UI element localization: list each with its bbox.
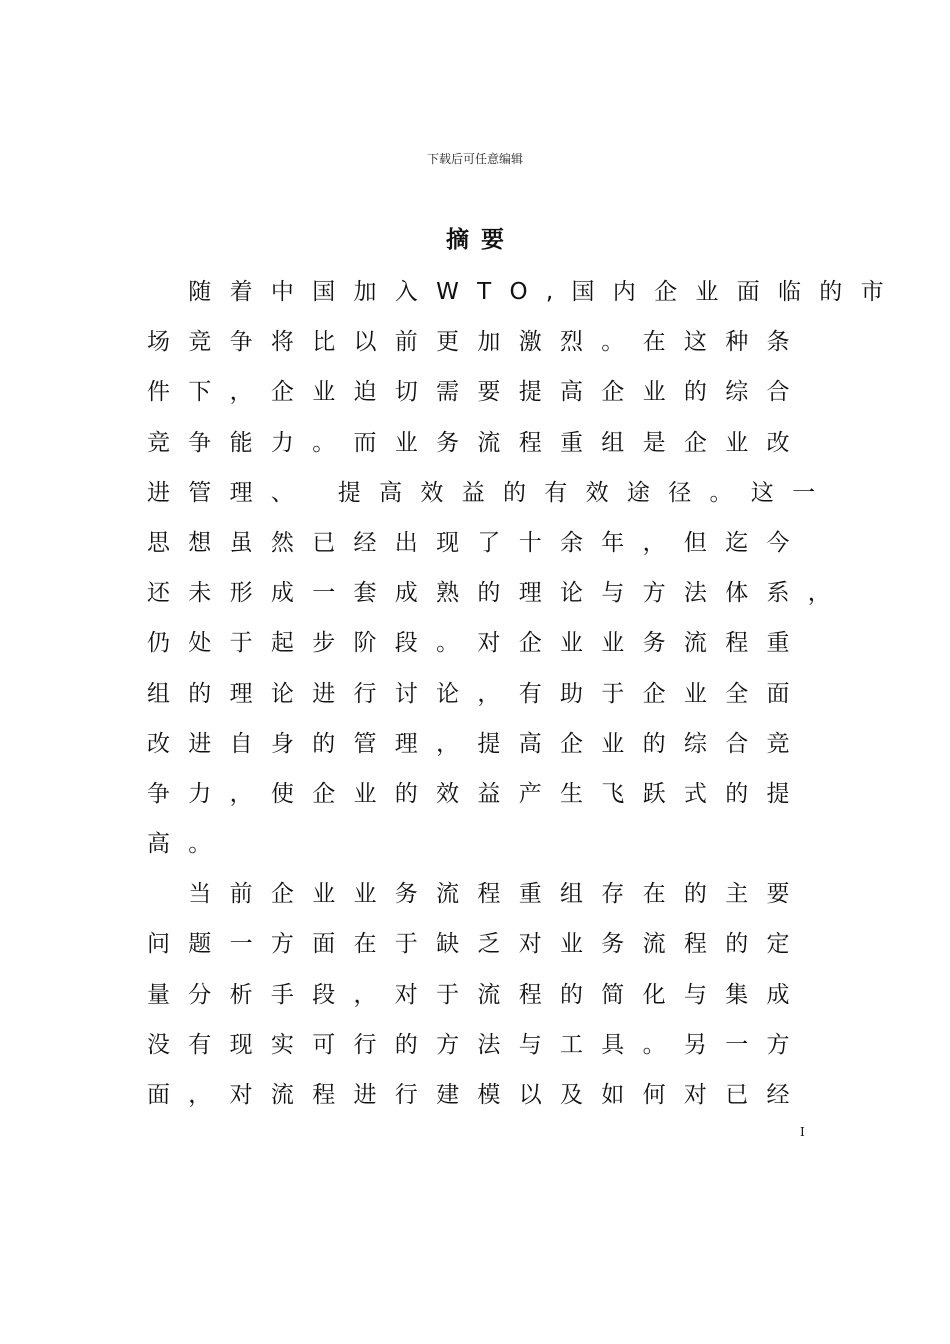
text-line: 高。 <box>147 831 230 858</box>
text-line: 问题一方面在于缺乏对业务流程的定 <box>147 931 808 958</box>
page-title: 摘要 <box>446 227 516 253</box>
text-line: 还未形成一套成熟的理论与方法体系， <box>147 580 850 607</box>
text-line: 随着中国加入WTO,国内企业面临的市 <box>147 279 902 305</box>
text-line: 面，对流程进行建模以及如何对已经 <box>147 1082 808 1108</box>
header-note: 下载后可任意编辑 <box>426 152 523 166</box>
text-line: 争力，使企业的效益产生飞跃式的提 <box>147 780 808 807</box>
text-line: 当前企业业务流程重组存在的主要 <box>147 881 808 908</box>
text-line: 改进自身的管理，提高企业的综合竞 <box>147 730 808 757</box>
text-line: 竞争能力。而业务流程重组是企业改 <box>147 429 808 456</box>
page-number: I <box>800 1125 805 1139</box>
text-line: 仍处于起步阶段。对企业业务流程重 <box>147 630 808 657</box>
text-line: 组的理论进行讨论，有助于企业全面 <box>147 680 808 707</box>
text-line: 进管理、 提高效益的有效途径。这一 <box>147 479 834 506</box>
text-line: 思想虽然已经出现了十余年，但迄今 <box>147 529 808 556</box>
text-line: 没有现实可行的方法与工具。另一方 <box>147 1031 808 1058</box>
abstract-body <box>147 267 902 1120</box>
text-line: 件下，企业迫切需要提高企业的综合 <box>147 379 808 406</box>
text-line: 量分析手段，对于流程的简化与集成 <box>147 981 808 1008</box>
text-line: 场竞争将比以前更加激烈。在这种条 <box>147 329 808 356</box>
